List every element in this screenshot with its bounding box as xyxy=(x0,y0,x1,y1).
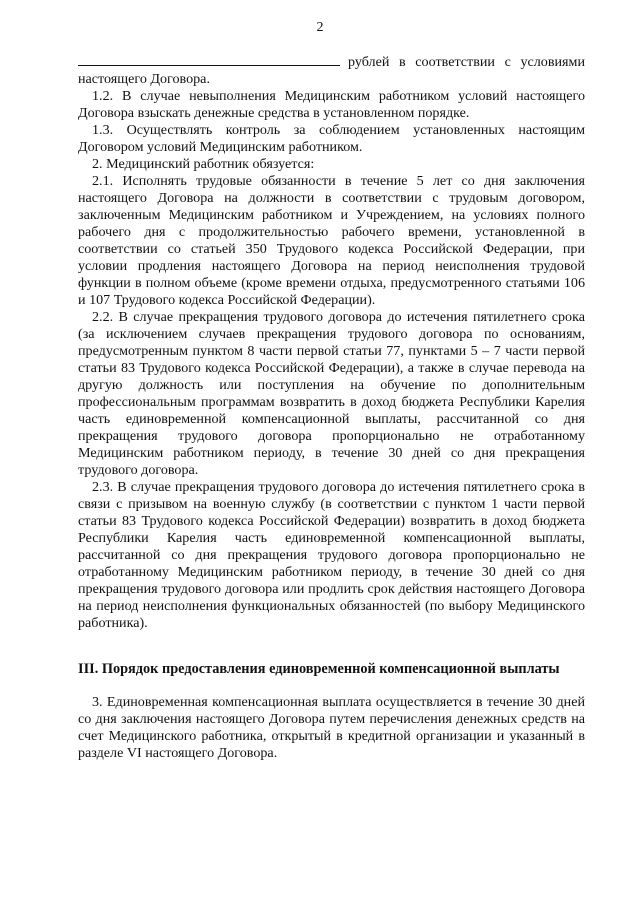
clause-2-2: 2.2. В случае прекращения трудового договора до истечения пятилетнего срока (за исключением случаев прекращения трудового договора по основаниям, предусмотренным пунктом 8 части первой статьи 77, пунктами 5 – 7 части первой статьи 83 Трудового кодекса Российской Федерации), а также в случае перевода на другую должность или поступления на обучение по дополнительным профессиональным программам возвратить в доход бюджета Республики Карелия часть единовременной компенсационной выплаты, рассчитанной со дня прекращения трудового договора пропорционально не отработанному Медицинским работником периоду, в течение 30 дней со дня прекращения трудового договора. xyxy=(78,309,585,478)
page-number: 2 xyxy=(316,20,324,35)
amount-line-text: рублей в соответствии с условиями xyxy=(348,54,585,70)
clause-1-2: 1.2. В случае невыполнения Медицинским работником условий настоящего Договора взыскать денежные средства в установленном порядке. xyxy=(78,88,585,121)
section-3-body xyxy=(78,694,585,762)
clause-1-3: 1.3. Осуществлять контроль за соблюдением установленных настоящим Договором условий Медицинским работником. xyxy=(78,122,585,155)
amount-blank-field xyxy=(78,52,340,66)
amount-line xyxy=(78,52,585,71)
clause-2: 2. Медицинский работник обязуется: xyxy=(92,156,315,172)
continuation-text: настоящего Договора. xyxy=(78,71,210,87)
document-body xyxy=(78,52,585,632)
clause-2-1: 2.1. Исполнять трудовые обязанности в течение 5 лет со дня заключения настоящего Договора на должности в соответствии с трудовым договором, заключенным Медицинским работником и Учреждением, на условиях полного рабочего дня с продолжительностью рабочего времени, установленной в соответствии со статьей 350 Трудового кодекса Российской Федерации, при условии продления настоящего Договора на период неисполнения трудовой функции в полном объеме (кроме времени отдыха, предусмотренного статьями 106 и 107 Трудового кодекса Российской Федерации). xyxy=(78,173,585,308)
clause-2-3: 2.3. В случае прекращения трудового договора до истечения пятилетнего срока в связи с призывом на военную службу (в соответствии с пунктом 1 части первой статьи 83 Трудового кодекса Российской Федерации) возвратить в доход бюджета Республики Карелия часть единовременной компенсационной выплаты, рассчитанной со дня прекращения трудового договора пропорционально не отработанному Медицинским работником периоду, в течение 30 дней со дня прекращения трудового договора или продлить срок действия настоящего Договора на период неисполнения функциональных обязанностей (по выбору Медицинского работника). xyxy=(78,479,585,631)
section-3-heading: III. Порядок предоставления единовременной компенсационной выплаты xyxy=(78,661,560,677)
clause-3: 3. Единовременная компенсационная выплата осуществляется в течение 30 дней со дня заключения настоящего Договора путем перечисления денежных средств на счет Медицинского работника, открытый в кредитной организации и указанный в разделе VI настоящего Договора. xyxy=(78,694,585,761)
